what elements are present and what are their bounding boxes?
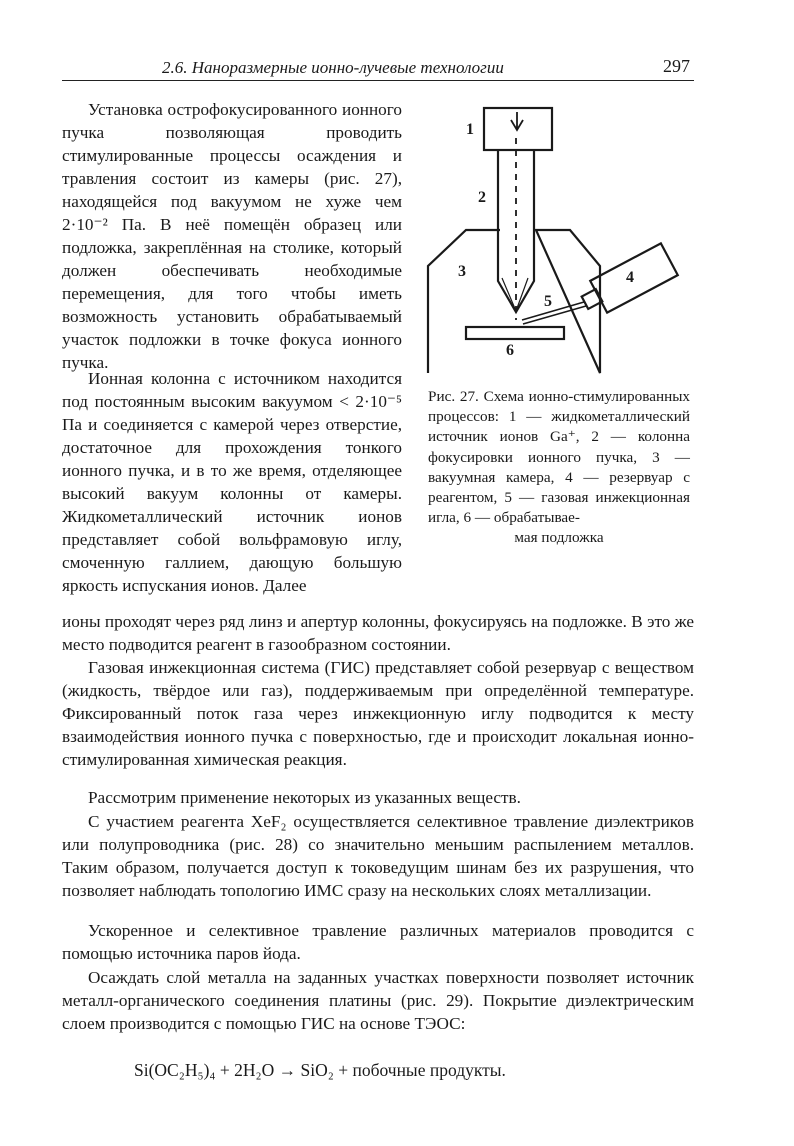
label-4: 4: [626, 269, 634, 286]
paragraph-column-cont: ионы проходят через ряд линз и апертур колонны, фокусируясь на подложке. В это же место подводится реагент в газообразном состоянии.: [62, 612, 694, 654]
schematic-diagram: [408, 96, 692, 376]
sample-stage: [466, 327, 564, 339]
paragraph-consider: Рассмотрим применение некоторых из указанных веществ.: [88, 788, 521, 807]
paragraph-iodine: Ускоренное и селективное травление различных материалов проводится с помощью источника паров йода.: [62, 921, 694, 963]
paragraph-setup: Установка острофокусированного ионного пучка позволяющая проводить стимулированные процессы осаждения и травления состоит из камеры (рис. 27), находящейся под вакуумом не хуже чем 2·10⁻² Па. В неё помещён образец или подложка, закреплённая на столике, который должен обеспечивать необходимые перемещения, для того чтобы иметь возможность установить обрабатываемый участок подложки в точке фокуса ионного пучка.: [62, 100, 402, 372]
figure-caption: [428, 387, 690, 549]
paragraph-gis: Газовая инжекционная система (ГИС) представляет собой резервуар с веществом (жидкость, твёрдое или газ), поддерживаемым при определённой температуре. Фиксированный поток газа через инжекционную иглу подводится к месту взаимодействия ионного пучка с поверхностью, где и происходит локальная ионно-стимулированная химическая реакция.: [62, 658, 694, 769]
label-2: 2: [478, 189, 486, 206]
label-3: 3: [458, 263, 466, 280]
paragraph-platinum: Осаждать слой металла на заданных участках поверхности позволяет источник металл-органического соединения платины (рис. 29). Покрытие диэлектрическим слоем производится с помощью ГИС на основе ТЭОС:: [62, 968, 694, 1033]
paragraph-xef2: С участием реагента XeF₂ осуществляется селективное травление диэлектриков или полупроводника (рис. 28) со значительно меньшим распылением металлов. Таким образом, получается доступ к токоведущим шинам без их разрушения, что позволяет наблюдать топологию ИМС сразу на нескольких слоях металлизации.: [62, 812, 694, 900]
figure-ion-beam-schematic: [408, 96, 692, 376]
caption-text: Рис. 27. Схема ионно-стимулированных процессов: 1 — жидкометаллический источник ионов Ga⁺, 2 — колонна фокусировки ионного пучка, 3 — вакуумная камера, 4 — резервуар с реагентом, 5 — газовая инжекционная игла, 6 — обрабатывае-: [428, 388, 690, 527]
teos-reaction-formula: Si(OC₂H₅)₄ + 2H₂O → SiO₂ + побочные продукты.: [134, 1060, 506, 1080]
paragraph-column: Ионная колонна с источником находится под постоянным высоким вакуумом < 2·10⁻⁵ Па и соединяется с камерой через отверстие, достаточное для прохождения тонкого ионного пучка, и в то же время, отделяющее высокий вакуум колонны от камеры. Жидкометаллический источник ионов представляет собой вольфрамовую иглу, смоченную галлием, дающую большую яркость испускания ионов. Далее: [62, 369, 402, 595]
vacuum-chamber: [428, 230, 600, 373]
source-needle-icon: [511, 112, 523, 130]
section-title: 2.6. Наноразмерные ионно-лучевые технологии: [162, 58, 504, 77]
label-1: 1: [466, 121, 474, 138]
label-5: 5: [544, 293, 552, 310]
page-number: 297: [663, 56, 690, 76]
running-header: [62, 54, 694, 81]
label-6: 6: [506, 342, 514, 359]
caption-last-line: мая подложка: [514, 529, 604, 547]
reagent-reservoir: [590, 243, 678, 312]
